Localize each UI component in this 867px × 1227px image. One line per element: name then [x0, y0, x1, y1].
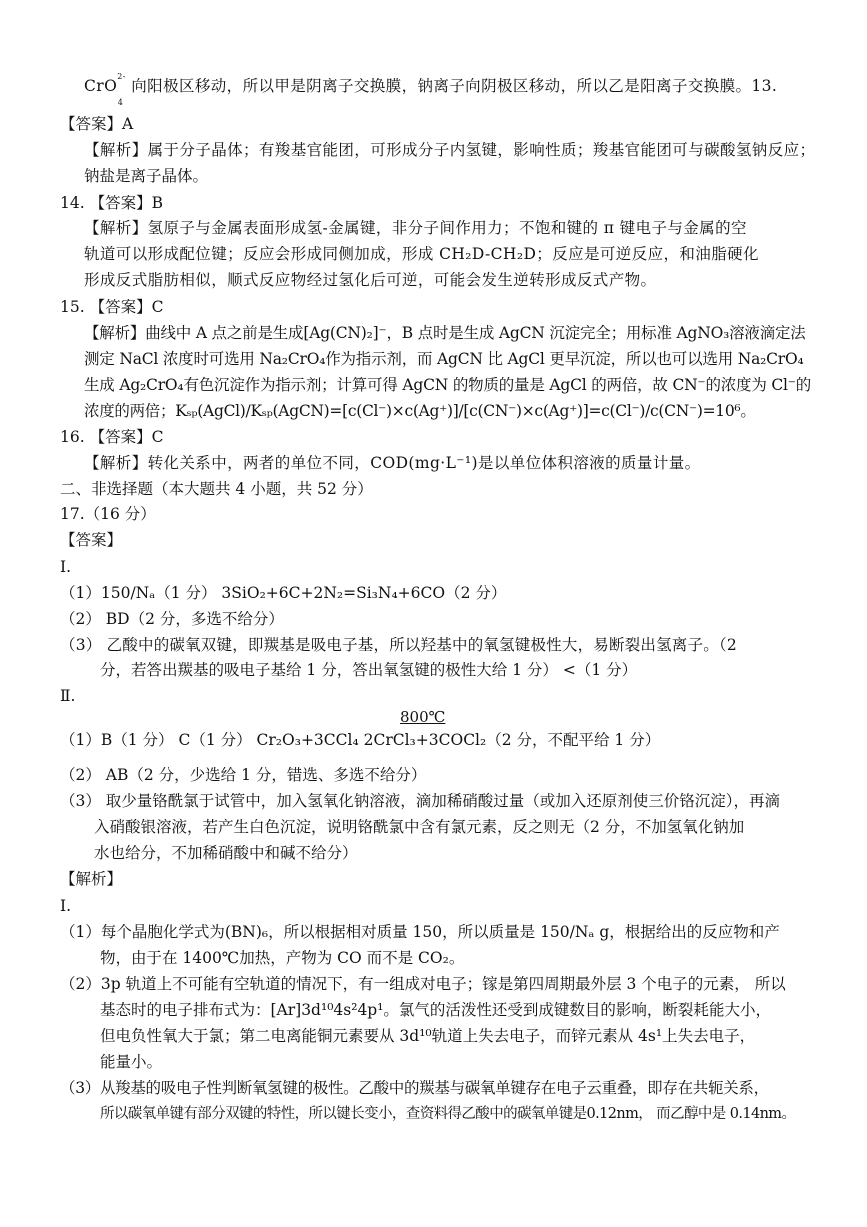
q13-explanation-line: 【解析】属于分子晶体；有羧基官能团，可形成分子内氢键，影响性质；羧基官能团可与碳酸氢钠反应；: [84, 141, 816, 159]
answer-ii-3-line: 水也给分，不加稀硝酸中和碱不给分）: [94, 844, 358, 862]
q15-explanation-line: 测定 NaCl 浓度时可选用 Na₂CrO₄作为指示剂，而 AgCN 比 AgCl 更早沉淀，所以也可以选用 Na₂CrO₄: [84, 350, 804, 368]
q15-answer: 15. 【答案】C: [60, 298, 164, 316]
part-one-label: Ⅰ.: [60, 558, 72, 576]
q14-explanation-line: 【解析】氢原子与金属表面形成氢-金属键，非分子间作用力；不饱和键的 π 键电子与金属的空: [84, 219, 747, 237]
q15-explanation-line: 浓度的两倍；Kₛₚ(AgCl)/Kₛₚ(AgCN)=[c(Cl⁻)×c(Ag⁺)]/[c(CN⁻)×c(Ag⁺)]=c(Cl⁻)/c(CN⁻)=10⁶。: [84, 402, 756, 420]
answer-ii-1: （1）B（1 分） C（1 分） Cr₂O₃+3CCl₄ 2CrCl₃+3COCl₂（2 分，不配平给 1 分）: [60, 731, 661, 749]
explanation-2-line: 基态时的电子排布式为：[Ar]3d¹⁰4s²4p¹。氯气的活泼性还受到成键数目的影响，断裂耗能大小，: [100, 1001, 771, 1019]
explanation-2-line: 能量小。: [100, 1053, 163, 1071]
answer-1: （1）150/Nₐ（1 分） 3SiO₂+6C+2N₂=Si₃N₄+6CO（2 分）: [60, 584, 507, 602]
q13-answer: 【答案】A: [60, 115, 134, 133]
explanation-3-line: 所以碳氧单键有部分双键的特性，所以键长变小，查资料得乙酸中的碳氧单键是0.12nm， 而乙醇中是 0.14nm。: [100, 1106, 796, 1122]
answer-2: （2） BD（2 分，多选不给分）: [60, 610, 284, 628]
explanation-2-line: （2）3p 轨道上不可能有空轨道的情况下，有一组成对电子；镓是第四周期最外层 3 个电子的元素， 所以: [60, 975, 786, 993]
answer-3-line: （3） 乙酸中的碳氧双键，即羰基是吸电子基，所以羟基中的氧氢键极性大，易断裂出氢离子。（2: [60, 636, 737, 654]
part-one-label: Ⅰ.: [60, 897, 72, 915]
section-heading: 二、非选择题（本大题共 4 小题，共 52 分）: [60, 480, 373, 498]
formula-cro4: [84, 71, 131, 108]
answer-ii-3-line: 入硝酸银溶液，若产生白色沉淀，说明铬酰氯中含有氯元素，反之则无（2 分，不加氢氧化钠加: [94, 818, 745, 836]
answer-3-line: 分，若答出羰基的吸电子基给 1 分，答出氧氢键的极性大给 1 分） <（1 分）: [100, 661, 638, 679]
explanation-label: 【解析】: [60, 870, 123, 888]
q14-answer: 14. 【答案】B: [60, 194, 163, 212]
explanation-1-line: （1）每个晶胞化学式为(BN)₆，所以根据相对质量 150，所以质量是 150/Nₐ g，根据给出的反应物和产: [60, 923, 780, 941]
formula-subscript: 4: [117, 98, 124, 108]
answer-label: 【答案】: [60, 531, 123, 549]
para-text: 向阳极区移动，所以甲是阴离子交换膜，钠离子向阴极区移动，所以乙是阳离子交换膜。13.: [131, 77, 778, 95]
reaction-condition: 800℃: [400, 708, 446, 726]
q16-explanation: 【解析】转化关系中，两者的单位不同，COD(mg·L⁻¹)是以单位体积溶液的质量计量。: [84, 454, 701, 472]
explanation-2-line: 但电负性氧大于氯；第二电离能铜元素要从 3d¹⁰轨道上失去电子，而锌元素从 4s¹上失去电子，: [100, 1027, 756, 1045]
q15-explanation-line: 生成 Ag₂CrO₄有色沉淀作为指示剂；计算可得 AgCN 的物质的量是 AgCl 的两倍，故 CN⁻的浓度为 Cl⁻的: [84, 376, 812, 394]
q17-heading: 17.（16 分）: [60, 505, 156, 523]
para-crO4: [84, 71, 778, 108]
q14-explanation-line: 轨道可以形成配位键；反应会形成同侧加成，形成 CH₂D-CH₂D；反应是可逆反应，和油脂硬化: [84, 245, 759, 263]
explanation-1-line: 物，由于在 1400℃加热，产物为 CO 而不是 CO₂。: [100, 949, 465, 967]
answer-ii-3-line: （3） 取少量铬酰氯于试管中，加入氢氧化钠溶液，滴加稀硝酸过量（或加入还原剂使三价铬沉淀），再滴: [60, 792, 781, 810]
q16-answer: 16. 【答案】C: [60, 428, 164, 446]
explanation-3-line: （3）从羧基的吸电子性判断氧氢键的极性。乙酸中的羰基与碳氧单键存在电子云重叠，即存在共轭关系，: [60, 1079, 769, 1097]
formula-charge: 2-: [117, 71, 126, 81]
q15-explanation-line: 【解析】曲线中 A 点之前是生成[Ag(CN)₂]⁻，B 点时是生成 AgCN 沉淀完全；用标准 AgNO₃溶液滴定法: [84, 324, 806, 342]
formula-base: CrO: [84, 77, 118, 95]
answer-ii-2: （2） AB（2 分，少选给 1 分，错选、多选不给分）: [60, 766, 427, 784]
q14-explanation-line: 形成反式脂肪相似，顺式反应物经过氢化后可逆，可能会发生逆转形成反式产物。: [84, 271, 657, 289]
q13-explanation-line: 钠盐是离子晶体。: [84, 167, 209, 185]
part-two-label: Ⅱ.: [60, 687, 76, 705]
